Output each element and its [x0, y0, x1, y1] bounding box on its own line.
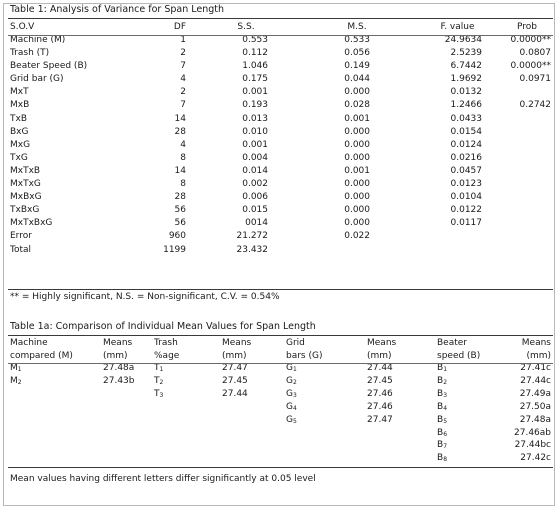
anova-cell-fvalue: 2.5239 — [450, 48, 482, 59]
anova-row — [8, 165, 553, 178]
beater-mean: 27.48a — [519, 414, 551, 425]
anova-cell-ss: 0.014 — [242, 165, 268, 176]
grid-label-subscript: 1 — [292, 366, 297, 373]
anova-cell-df: 4 — [180, 74, 186, 85]
anova-cell-ss: 0.001 — [242, 139, 268, 150]
beater-label-text: B — [437, 388, 444, 399]
table1-footnote: ** = Highly significant, N.S. = Non-significant, C.V. = 0.54% — [10, 292, 280, 302]
means-header-row-1 — [8, 337, 553, 350]
anova-cell-df: 8 — [180, 152, 186, 163]
anova-cell-prob — [501, 230, 553, 243]
anova-cell-ms: 0.044 — [344, 74, 370, 85]
anova-row — [8, 126, 553, 139]
anova-cell-fvalue: 0.0122 — [450, 205, 482, 216]
anova-body — [8, 34, 553, 257]
anova-row — [8, 152, 553, 165]
anova-row — [8, 99, 553, 112]
grid-label — [282, 427, 359, 440]
beater-label-text: B — [437, 401, 444, 412]
beater-label-text: B — [437, 440, 444, 451]
beater-label — [427, 401, 501, 414]
trash-label — [154, 427, 216, 440]
means-row — [8, 414, 553, 427]
means-row — [8, 388, 553, 401]
anova-cell-ms: 0.022 — [344, 231, 370, 242]
grid-mean: 27.46 — [367, 401, 393, 412]
table1-bottom-rule — [8, 289, 553, 290]
hdr-speed: speed (B) — [437, 350, 481, 361]
trash-label — [154, 401, 216, 414]
beater-label-text: B — [437, 363, 444, 373]
anova-cell-df: 56 — [174, 205, 186, 216]
machine-mean: 27.48a — [103, 363, 135, 373]
grid-label — [282, 414, 359, 427]
grid-label-text: G — [286, 363, 293, 373]
table2-bottom-rule — [8, 467, 553, 468]
anova-cell-df: 1 — [180, 35, 186, 45]
anova-cell-ms: 0.028 — [344, 100, 370, 111]
anova-cell-sov: BxG — [10, 126, 29, 137]
hdr-trash: Trash — [154, 338, 178, 348]
anova-cell-ms: 0.000 — [344, 192, 370, 203]
machine-mean — [91, 439, 154, 452]
beater-label-text: B — [437, 453, 444, 464]
anova-row — [8, 113, 553, 126]
anova-cell-fvalue: 0.0117 — [450, 218, 482, 229]
hdr-means-g: Means — [367, 338, 397, 348]
hdr-age: %age — [154, 350, 180, 361]
beater-mean: 27.46ab — [514, 427, 551, 438]
anova-cell-prob — [501, 86, 553, 99]
beater-label-subscript: 2 — [443, 378, 448, 386]
anova-cell-prob — [501, 126, 553, 139]
means-row — [8, 427, 553, 440]
anova-row — [8, 191, 553, 204]
header-ms: M.S. — [347, 22, 367, 32]
hdr-mm-g: (mm) — [367, 350, 392, 361]
beater-mean: 27.50a — [519, 401, 551, 412]
grid-mean — [359, 452, 427, 465]
anova-cell-fvalue: 0.0132 — [450, 87, 482, 98]
anova-cell-ss: 0.001 — [242, 87, 268, 98]
machine-label-subscript: 1 — [17, 366, 22, 373]
anova-cell-fvalue: 6.7442 — [450, 61, 482, 72]
anova-cell-sov: Error — [10, 231, 32, 242]
table1-caption: Table 1: Analysis of Variance for Span Length — [10, 4, 225, 15]
anova-cell-ss: 0.002 — [242, 179, 268, 190]
anova-cell-prob — [501, 113, 553, 126]
anova-cell-df: 14 — [174, 165, 186, 176]
anova-cell-fvalue: 0.0457 — [450, 165, 482, 176]
anova-row — [8, 60, 553, 73]
header-prob: Prob — [517, 22, 537, 32]
machine-label — [8, 452, 91, 465]
beater-label-subscript: 8 — [443, 456, 448, 464]
beater-label-subscript: 5 — [443, 417, 448, 425]
anova-cell-prob: 0.0000** — [510, 35, 551, 45]
anova-cell-ss: 0.013 — [242, 113, 268, 124]
anova-cell-fvalue: 1.2466 — [450, 100, 482, 111]
beater-mean: 27.49a — [519, 388, 551, 399]
hdr-mm-b: (mm) — [526, 350, 551, 361]
machine-mean: 27.43b — [103, 375, 135, 386]
anova-cell-df: 960 — [168, 231, 186, 242]
means-table — [8, 337, 553, 465]
grid-label-text: G — [286, 375, 293, 386]
anova-cell-sov: Beater Speed (B) — [10, 61, 88, 72]
anova-cell-sov: MxTxB — [10, 165, 41, 176]
anova-table — [8, 20, 553, 257]
trash-label-text: T — [154, 375, 160, 386]
trash-label — [154, 439, 216, 452]
header-sov: S.O.V — [10, 22, 35, 32]
grid-label-subscript: 5 — [292, 417, 297, 425]
beater-label-subscript: 7 — [443, 443, 448, 451]
trash-mean — [216, 401, 282, 414]
anova-cell-prob — [501, 178, 553, 191]
hdr-mm-m: (mm) — [103, 350, 128, 361]
anova-cell-prob — [501, 165, 553, 178]
anova-cell-prob: 0.2742 — [519, 100, 551, 111]
machine-label — [8, 375, 91, 388]
anova-row — [8, 86, 553, 99]
anova-cell-ss: 0.010 — [242, 126, 268, 137]
beater-label-text: B — [437, 427, 444, 438]
anova-cell-prob — [501, 217, 553, 230]
trash-mean — [216, 414, 282, 427]
anova-row — [8, 73, 553, 86]
grid-mean — [359, 439, 427, 452]
anova-cell-sov: MxB — [10, 100, 30, 111]
trash-mean — [216, 427, 282, 440]
means-body — [8, 362, 553, 465]
beater-label — [427, 439, 501, 452]
grid-label — [282, 439, 359, 452]
means-header-row-2 — [8, 350, 553, 363]
grid-label-subscript: 4 — [292, 404, 297, 412]
header-df: DF — [173, 22, 186, 32]
anova-cell-df: 14 — [174, 113, 186, 124]
anova-cell-prob: 0.0000** — [510, 61, 551, 72]
hdr-machine: Machine — [10, 338, 48, 348]
anova-cell-fvalue: 0.0216 — [450, 152, 482, 163]
trash-label — [154, 414, 216, 427]
anova-cell-ms: 0.000 — [344, 126, 370, 137]
trash-label — [154, 452, 216, 465]
anova-cell-fvalue: 0.0123 — [450, 179, 482, 190]
anova-cell-sov: TxBxG — [10, 205, 40, 216]
grid-mean: 27.44 — [367, 363, 393, 373]
trash-mean — [216, 452, 282, 465]
anova-cell-sov: Total — [10, 244, 32, 255]
trash-label-subscript: 1 — [159, 366, 164, 373]
anova-row — [8, 230, 553, 243]
anova-row — [8, 178, 553, 191]
anova-cell-prob — [501, 152, 553, 165]
anova-cell-ss: 0.112 — [242, 48, 268, 59]
beater-mean: 27.42c — [520, 453, 551, 464]
beater-label — [427, 375, 501, 388]
anova-cell-df: 2 — [180, 48, 186, 59]
anova-cell-sov: MxBxG — [10, 192, 42, 203]
anova-cell-ms — [300, 244, 414, 257]
anova-cell-fvalue: 0.0124 — [450, 139, 482, 150]
hdr-means-m: Means — [103, 338, 133, 348]
table1-top-rule — [8, 18, 553, 19]
anova-cell-ms: 0.001 — [344, 165, 370, 176]
trash-label — [154, 375, 216, 388]
header-fvalue: F. value — [440, 22, 475, 32]
anova-cell-df: 7 — [180, 100, 186, 111]
anova-cell-ss: 0.175 — [242, 74, 268, 85]
anova-cell-ss: 21.272 — [236, 231, 268, 242]
beater-label — [427, 388, 501, 401]
machine-label-text: M — [10, 375, 18, 386]
anova-row — [8, 244, 553, 257]
anova-cell-fvalue: 0.0154 — [450, 126, 482, 137]
table2-footnote: Mean values having different letters differ significantly at 0.05 level — [10, 474, 316, 484]
machine-label — [8, 427, 91, 440]
anova-cell-ms: 0.000 — [344, 152, 370, 163]
anova-cell-df: 56 — [174, 218, 186, 229]
hdr-means-b: Means — [521, 338, 551, 348]
machine-mean — [91, 401, 154, 414]
beater-label — [427, 427, 501, 440]
table2-caption: Table 1a: Comparison of Individual Mean Values for Span Length — [10, 321, 316, 332]
anova-cell-df: 4 — [180, 139, 186, 150]
trash-mean: 27.44 — [222, 388, 248, 399]
anova-cell-prob — [501, 204, 553, 217]
grid-label-subscript: 3 — [292, 391, 297, 399]
anova-cell-fvalue: 1.9692 — [450, 74, 482, 85]
hdr-mm-t: (mm) — [222, 350, 247, 361]
anova-cell-fvalue: 0.0433 — [450, 113, 482, 124]
machine-label — [8, 388, 91, 401]
anova-cell-sov: Grid bar (G) — [10, 74, 64, 85]
anova-cell-fvalue: 0.0104 — [450, 192, 482, 203]
anova-cell-ss: 0.004 — [242, 152, 268, 163]
anova-cell-df: 28 — [174, 192, 186, 203]
grid-mean — [359, 427, 427, 440]
anova-cell-ss: 0.193 — [242, 100, 268, 111]
beater-label-text: B — [437, 414, 444, 425]
trash-label-subscript: 2 — [159, 378, 164, 386]
anova-cell-sov: MxTxBxG — [10, 218, 53, 229]
trash-mean: 27.45 — [222, 375, 248, 386]
machine-mean — [91, 452, 154, 465]
anova-cell-prob: 0.0971 — [519, 74, 551, 85]
anova-cell-prob: 0.0807 — [519, 48, 551, 59]
anova-cell-df: 28 — [174, 126, 186, 137]
anova-cell-ms: 0.533 — [344, 35, 370, 45]
trash-mean — [216, 439, 282, 452]
beater-mean: 27.41c — [520, 363, 551, 373]
means-row — [8, 375, 553, 388]
beater-mean: 27.44c — [520, 375, 551, 386]
anova-cell-ms: 0.000 — [344, 218, 370, 229]
table1-header-rule — [8, 35, 553, 36]
anova-cell-fvalue: 24.9634 — [444, 35, 482, 45]
anova-cell-sov: Trash (T) — [10, 48, 50, 59]
trash-label — [154, 388, 216, 401]
anova-cell-sov: MxTxG — [10, 179, 41, 190]
anova-cell-ss: 0.006 — [242, 192, 268, 203]
hdr-compared: compared (M) — [10, 350, 73, 361]
hdr-bars: bars (G) — [286, 350, 323, 361]
anova-cell-ms: 0.000 — [344, 205, 370, 216]
grid-label-text: G — [286, 388, 293, 399]
beater-label-subscript: 6 — [443, 430, 448, 438]
anova-cell-prob — [501, 244, 553, 257]
anova-cell-ms: 0.149 — [344, 61, 370, 72]
anova-cell-sov: MxT — [10, 87, 29, 98]
anova-cell-ms: 0.000 — [344, 139, 370, 150]
header-ss: S.S. — [237, 22, 255, 32]
anova-cell-ss: 0014 — [245, 218, 268, 229]
anova-cell-prob — [501, 191, 553, 204]
anova-cell-df: 8 — [180, 179, 186, 190]
machine-label — [8, 439, 91, 452]
anova-cell-df: 2 — [180, 87, 186, 98]
means-row — [8, 401, 553, 414]
machine-mean — [91, 427, 154, 440]
means-row — [8, 439, 553, 452]
trash-label-text: T — [154, 363, 160, 373]
anova-cell-fvalue — [414, 244, 501, 257]
beater-label — [427, 414, 501, 427]
machine-label-subscript: 2 — [17, 378, 22, 386]
grid-label — [282, 401, 359, 414]
grid-label — [282, 452, 359, 465]
machine-mean — [91, 414, 154, 427]
machine-label — [8, 414, 91, 427]
means-row — [8, 452, 553, 465]
anova-cell-fvalue — [414, 230, 501, 243]
anova-cell-ms: 0.056 — [344, 48, 370, 59]
grid-label — [282, 375, 359, 388]
grid-mean: 27.45 — [367, 375, 393, 386]
anova-cell-ss: 1.046 — [242, 61, 268, 72]
anova-header-row — [8, 20, 553, 34]
anova-row — [8, 217, 553, 230]
grid-label — [282, 388, 359, 401]
anova-cell-ms: 0.000 — [344, 179, 370, 190]
anova-row — [8, 204, 553, 217]
trash-mean: 27.47 — [222, 363, 248, 373]
anova-cell-df: 7 — [180, 61, 186, 72]
machine-label-text: M — [10, 363, 18, 373]
hdr-grid: Grid — [286, 338, 305, 348]
table2-top-rule — [8, 335, 553, 336]
anova-cell-df: 1199 — [163, 244, 186, 255]
beater-label-text: B — [437, 375, 444, 386]
anova-cell-sov: TxG — [10, 152, 28, 163]
beater-label-subscript: 3 — [443, 391, 448, 399]
table2-header-rule — [8, 363, 553, 364]
anova-cell-ss: 0.553 — [242, 35, 268, 45]
beater-label-subscript: 4 — [443, 404, 448, 412]
anova-cell-ms: 0.000 — [344, 87, 370, 98]
grid-label-subscript: 2 — [292, 378, 297, 386]
anova-cell-sov: MxG — [10, 139, 31, 150]
anova-cell-ss: 23.432 — [236, 244, 268, 255]
grid-mean: 27.46 — [367, 388, 393, 399]
machine-mean — [91, 388, 154, 401]
grid-label-text: G — [286, 414, 293, 425]
beater-label — [427, 452, 501, 465]
anova-cell-ms: 0.001 — [344, 113, 370, 124]
hdr-beater: Beater — [437, 338, 467, 348]
anova-cell-sov: TxB — [10, 113, 27, 124]
beater-label-subscript: 1 — [443, 366, 448, 373]
anova-row — [8, 47, 553, 60]
trash-label-text: T — [154, 388, 160, 399]
beater-mean: 27.44bc — [514, 440, 551, 451]
anova-cell-ss: 0.015 — [242, 205, 268, 216]
machine-label — [8, 401, 91, 414]
trash-label-subscript: 3 — [159, 391, 164, 399]
grid-label-text: G — [286, 401, 293, 412]
hdr-means-t: Means — [222, 338, 252, 348]
anova-row — [8, 139, 553, 152]
anova-cell-prob — [501, 139, 553, 152]
anova-cell-sov: Machine (M) — [10, 35, 66, 45]
grid-mean: 27.47 — [367, 414, 393, 425]
